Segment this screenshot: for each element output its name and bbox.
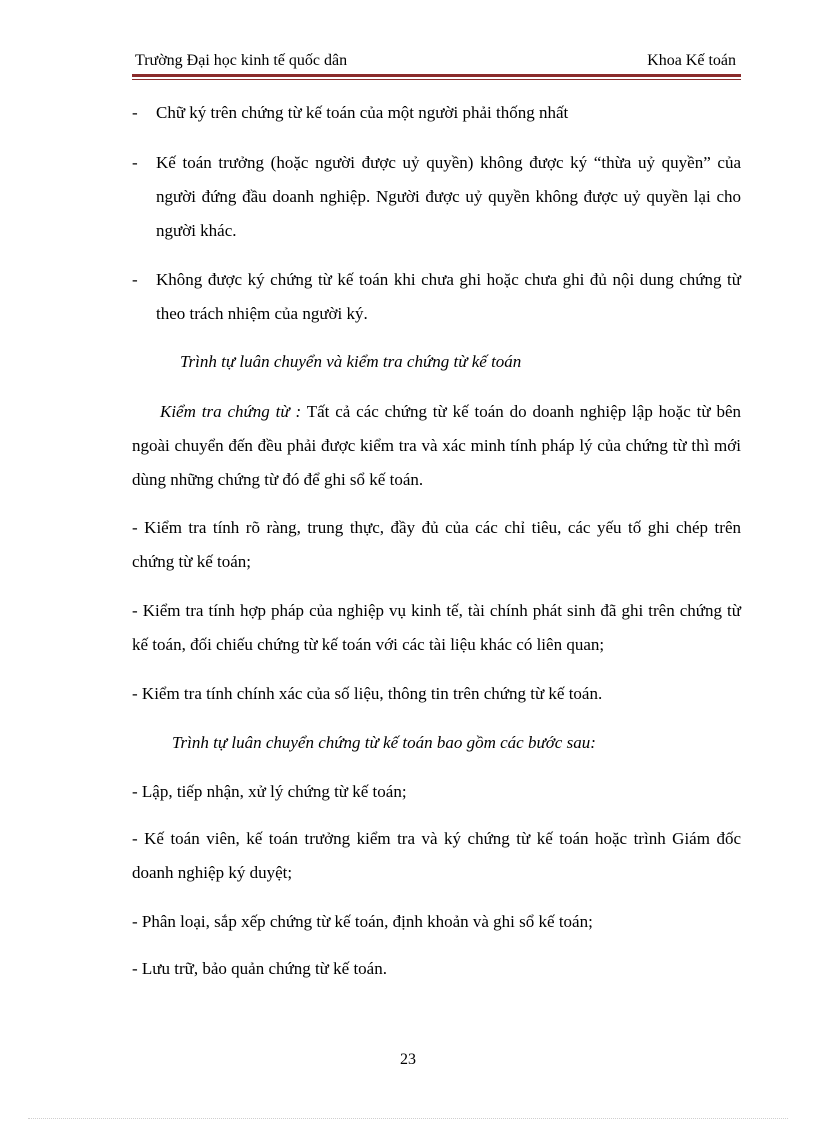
check-label: Kiểm tra chứng từ : xyxy=(160,402,302,421)
header-university: Trường Đại học kinh tế quốc dân xyxy=(135,52,348,69)
check-item: - Kiểm tra tính hợp pháp của nghiệp vụ kinh tế, tài chính phát sinh đã ghi trên chứng từ kế toán, đối chiếu chứng từ kế toán với các tài liệu khác có liên quan; xyxy=(132,601,741,654)
bullet-text: Kế toán trưởng (hoặc người được uỷ quyền) không được ký “thừa uỷ quyền” của người đứng đầu doanh nghiệp. Người được uỷ quyền không được uỷ quyền lại cho người khác. xyxy=(156,153,741,240)
bullet-text: Không được ký chứng từ kế toán khi chưa ghi hoặc chưa ghi đủ nội dung chứng từ theo trách nhiệm của người ký. xyxy=(156,270,741,323)
step-item: - Lập, tiếp nhận, xử lý chứng từ kế toán; xyxy=(132,782,407,801)
step-item: - Phân loại, sắp xếp chứng từ kế toán, định khoản và ghi sổ kế toán; xyxy=(132,912,593,931)
check-item: - Kiểm tra tính chính xác của số liệu, thông tin trên chứng từ kế toán. xyxy=(132,684,603,703)
bullet-dash: - xyxy=(132,153,138,172)
bullet-item xyxy=(132,96,741,130)
page-number: 23 xyxy=(400,1051,416,1068)
check-item: - Kiểm tra tính rõ ràng, trung thực, đầy đủ của các chỉ tiêu, các yếu tố ghi chép trên chứng từ kế toán; xyxy=(132,518,741,571)
step-item: - Lưu trữ, bảo quản chứng từ kế toán. xyxy=(132,959,387,978)
header-rule-thick xyxy=(132,74,741,77)
steps-heading: Trình tự luân chuyển chứng từ kế toán bao gồm các bước sau: xyxy=(172,733,596,752)
footer-divider xyxy=(28,1118,788,1119)
section-heading: Trình tự luân chuyển và kiểm tra chứng từ kế toán xyxy=(180,352,522,371)
check-text: Tất cả các chứng từ kế toán do doanh nghiệp lập hoặc từ bên ngoài chuyển đến đều phải được kiểm tra và xác minh tính pháp lý của chứng từ thì mới dùng những chứng từ đó để ghi sổ kế toán. xyxy=(132,402,741,489)
check-paragraph xyxy=(132,395,741,497)
header-rule-thin xyxy=(132,79,741,80)
bullet-item xyxy=(132,263,741,331)
step-item: - Kế toán viên, kế toán trưởng kiểm tra và ký chứng từ kế toán hoặc trình Giám đốc doanh nghiệp ký duyệt; xyxy=(132,829,741,882)
bullet-dash: - xyxy=(132,270,138,289)
bullet-item xyxy=(132,146,741,248)
bullet-text: Chữ ký trên chứng từ kế toán của một người phải thống nhất xyxy=(156,103,569,122)
header-faculty: Khoa Kế toán xyxy=(647,52,736,69)
bullet-dash: - xyxy=(132,103,138,122)
